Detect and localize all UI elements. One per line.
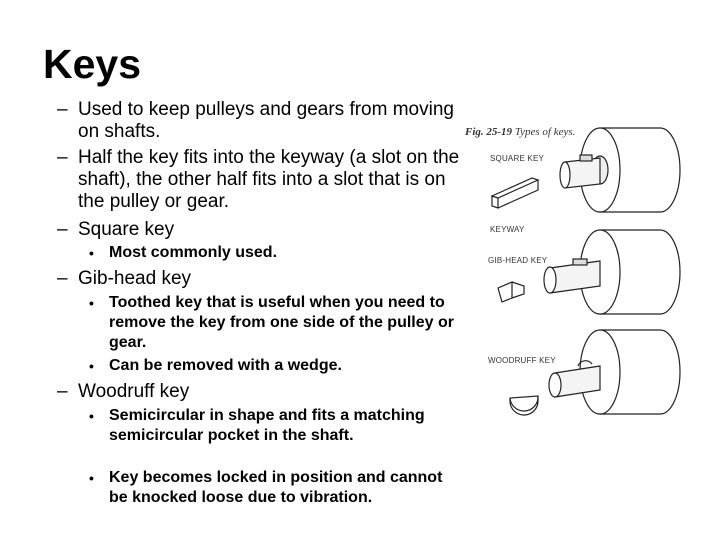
label-keyway: KEYWAY [490, 225, 525, 234]
bullet-keyway [57, 147, 462, 213]
bullet-text: Square key [78, 219, 175, 240]
sub-bullet-text: Most commonly used. [109, 244, 278, 261]
pulley-gib-head-key [544, 230, 680, 314]
bullet-text: Half the key fits into the keyway (a slot on the shaft), the other half fits into a slot that is on the pulley or gear. [78, 147, 460, 212]
gib-head-key-shape [498, 282, 524, 302]
pulley-square-key [560, 128, 680, 212]
keys-drawing [460, 118, 695, 448]
dash-marker: – [57, 147, 68, 168]
label-square-key: SQUARE KEY [490, 154, 545, 163]
woodruff-key-shape [510, 396, 538, 411]
dot-marker: • [89, 295, 94, 311]
types-of-keys-figure [460, 118, 695, 448]
dash-marker: – [57, 99, 68, 120]
dash-marker: – [57, 219, 68, 240]
dash-marker: – [57, 381, 68, 402]
bullet-gib-head-key [57, 268, 462, 290]
label-woodruff-key: WOODRUFF KEY [488, 356, 556, 365]
bullet-woodruff-key [57, 381, 462, 403]
sub-bullet-text: Toothed key that is useful when you need to remove the key from one side of the pulley or gear. [109, 294, 454, 351]
sub-bullet-semicircular [89, 406, 461, 446]
sub-bullet-wedge [89, 356, 461, 376]
dot-marker: • [89, 358, 94, 374]
bullet-purpose [57, 99, 462, 143]
label-gib-head-key: GIB-HEAD KEY [488, 256, 548, 265]
sub-bullet-locked [89, 468, 461, 508]
pulley-illustrations [492, 128, 680, 415]
sub-bullet-text: Key becomes locked in position and cannot be knocked loose due to vibration. [109, 469, 443, 506]
figure-caption-text: Types of keys. [514, 126, 576, 138]
sub-bullet-text: Semicircular in shape and fits a matching semicircular pocket in the shaft. [109, 407, 425, 444]
sub-bullet-text: Can be removed with a wedge. [109, 357, 342, 374]
bullet-text: Gib-head key [78, 268, 192, 289]
figure-number: Fig. 25-19 [465, 126, 513, 138]
dot-marker: • [89, 245, 94, 261]
sub-bullet-toothed [89, 293, 461, 353]
square-key-shape [492, 178, 538, 208]
dot-marker: • [89, 408, 94, 424]
dot-marker: • [89, 470, 94, 486]
dash-marker: – [57, 268, 68, 289]
bullet-text: Used to keep pulleys and gears from moving on shafts. [78, 99, 454, 142]
slide-title: Keys [43, 41, 142, 87]
bullet-text: Woodruff key [78, 381, 190, 402]
pulley-woodruff-key [549, 330, 680, 414]
sub-bullet-common [89, 243, 461, 263]
bullet-square-key [57, 219, 462, 241]
